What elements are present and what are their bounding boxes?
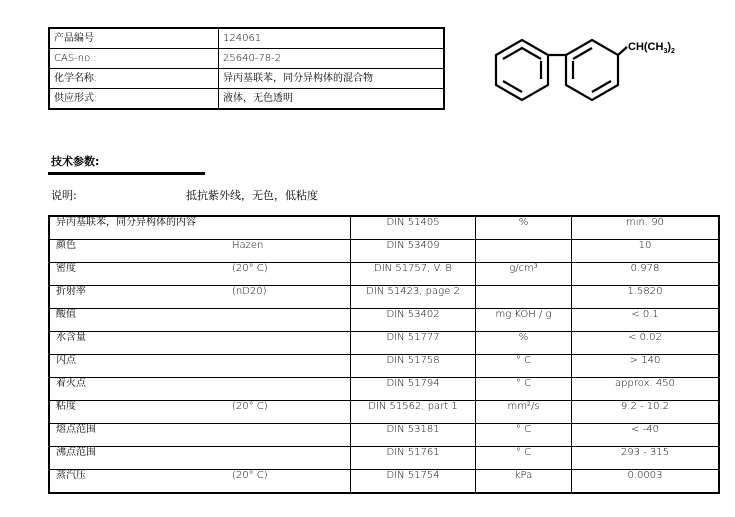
table-row bbox=[49, 401, 719, 424]
param-condition bbox=[229, 378, 351, 401]
section-title: 技术参数: bbox=[51, 155, 100, 168]
param-unit: ° C bbox=[476, 447, 572, 470]
table-row bbox=[49, 240, 719, 263]
param-method: DIN 53402 bbox=[351, 309, 476, 332]
product-info-table bbox=[48, 27, 445, 110]
param-unit: ° C bbox=[476, 424, 572, 447]
param-value: 10 bbox=[572, 240, 720, 263]
biphenyl-structure-icon bbox=[470, 30, 695, 112]
param-value: < 0.1 bbox=[572, 309, 720, 332]
param-condition: Hazen bbox=[229, 240, 351, 263]
param-name: 蒸汽压 bbox=[49, 470, 229, 494]
param-name: 熔点范围 bbox=[49, 424, 229, 447]
param-condition bbox=[229, 447, 351, 470]
info-value: 异丙基联苯，同分异构体的混合物 bbox=[219, 69, 445, 89]
param-condition bbox=[229, 216, 351, 240]
param-condition: (nD20) bbox=[229, 286, 351, 309]
param-value: 293 - 315 bbox=[572, 447, 720, 470]
param-unit: g/cm³ bbox=[476, 263, 572, 286]
param-name: 着火点 bbox=[49, 378, 229, 401]
table-row bbox=[49, 424, 719, 447]
param-name: 闪点 bbox=[49, 355, 229, 378]
param-condition bbox=[229, 355, 351, 378]
param-method: DIN 51758 bbox=[351, 355, 476, 378]
param-value: 9.2 - 10.2 bbox=[572, 401, 720, 424]
table-row bbox=[49, 378, 719, 401]
param-unit: kPa bbox=[476, 470, 572, 494]
info-row bbox=[49, 49, 444, 69]
param-unit: mg KOH / g bbox=[476, 309, 572, 332]
param-name: 酸值 bbox=[49, 309, 229, 332]
param-unit bbox=[476, 240, 572, 263]
param-condition: (20° C) bbox=[229, 263, 351, 286]
info-label: CAS-no.: bbox=[49, 49, 219, 69]
param-method: DIN 51777 bbox=[351, 332, 476, 355]
param-condition bbox=[229, 309, 351, 332]
param-method: DIN 51794 bbox=[351, 378, 476, 401]
param-name: 折射率 bbox=[49, 286, 229, 309]
param-method: DIN 51754 bbox=[351, 470, 476, 494]
info-row bbox=[49, 89, 444, 110]
param-value: < 0.02 bbox=[572, 332, 720, 355]
param-unit bbox=[476, 286, 572, 309]
description-label: 说明: bbox=[51, 189, 77, 202]
param-unit: % bbox=[476, 216, 572, 240]
technical-parameters-table bbox=[48, 215, 720, 494]
description-value: 抵抗紫外线，无色，低粘度 bbox=[186, 189, 318, 202]
info-value: 124061 bbox=[219, 28, 445, 49]
param-value: approx. 450 bbox=[572, 378, 720, 401]
param-unit: ° C bbox=[476, 355, 572, 378]
param-value: > 140 bbox=[572, 355, 720, 378]
param-condition bbox=[229, 332, 351, 355]
param-condition: (20° C) bbox=[229, 470, 351, 494]
param-value: 0.978 bbox=[572, 263, 720, 286]
param-name: 颜色 bbox=[49, 240, 229, 263]
info-label: 化学名称: bbox=[49, 69, 219, 89]
param-value: 1.5820 bbox=[572, 286, 720, 309]
param-name: 密度 bbox=[49, 263, 229, 286]
info-label: 供应形式: bbox=[49, 89, 219, 110]
param-unit: mm²/s bbox=[476, 401, 572, 424]
info-row bbox=[49, 69, 444, 89]
param-unit: % bbox=[476, 332, 572, 355]
table-row bbox=[49, 216, 719, 240]
param-condition: (20° C) bbox=[229, 401, 351, 424]
table-row bbox=[49, 263, 719, 286]
param-value: min. 90 bbox=[572, 216, 720, 240]
table-row bbox=[49, 286, 719, 309]
table-row bbox=[49, 470, 719, 494]
info-value: 液体，无色透明 bbox=[219, 89, 445, 110]
param-value: 0.0003 bbox=[572, 470, 720, 494]
param-method: DIN 51757, V. B bbox=[351, 263, 476, 286]
info-row bbox=[49, 28, 444, 49]
info-value: 25640-78-2 bbox=[219, 49, 445, 69]
info-label: 产品编号 bbox=[49, 28, 219, 49]
param-name: 沸点范围 bbox=[49, 447, 229, 470]
section-divider bbox=[48, 172, 205, 175]
table-row bbox=[49, 309, 719, 332]
table-row bbox=[49, 332, 719, 355]
param-condition bbox=[229, 424, 351, 447]
param-method: DIN 51423, page 2 bbox=[351, 286, 476, 309]
param-method: DIN 51405 bbox=[351, 216, 476, 240]
table-row bbox=[49, 355, 719, 378]
svg-text:CH(CH3)2: $CH(CH_3)_2$ bbox=[628, 41, 675, 55]
param-unit: ° C bbox=[476, 378, 572, 401]
param-method: DIN 53181 bbox=[351, 424, 476, 447]
param-name: 异丙基联苯，同分异构体的内容 bbox=[49, 216, 229, 240]
table-row bbox=[49, 447, 719, 470]
param-method: DIN 51562, part 1 bbox=[351, 401, 476, 424]
param-name: 水含量 bbox=[49, 332, 229, 355]
param-name: 粘度 bbox=[49, 401, 229, 424]
param-value: < -40 bbox=[572, 424, 720, 447]
param-method: DIN 53409 bbox=[351, 240, 476, 263]
param-method: DIN 51761 bbox=[351, 447, 476, 470]
